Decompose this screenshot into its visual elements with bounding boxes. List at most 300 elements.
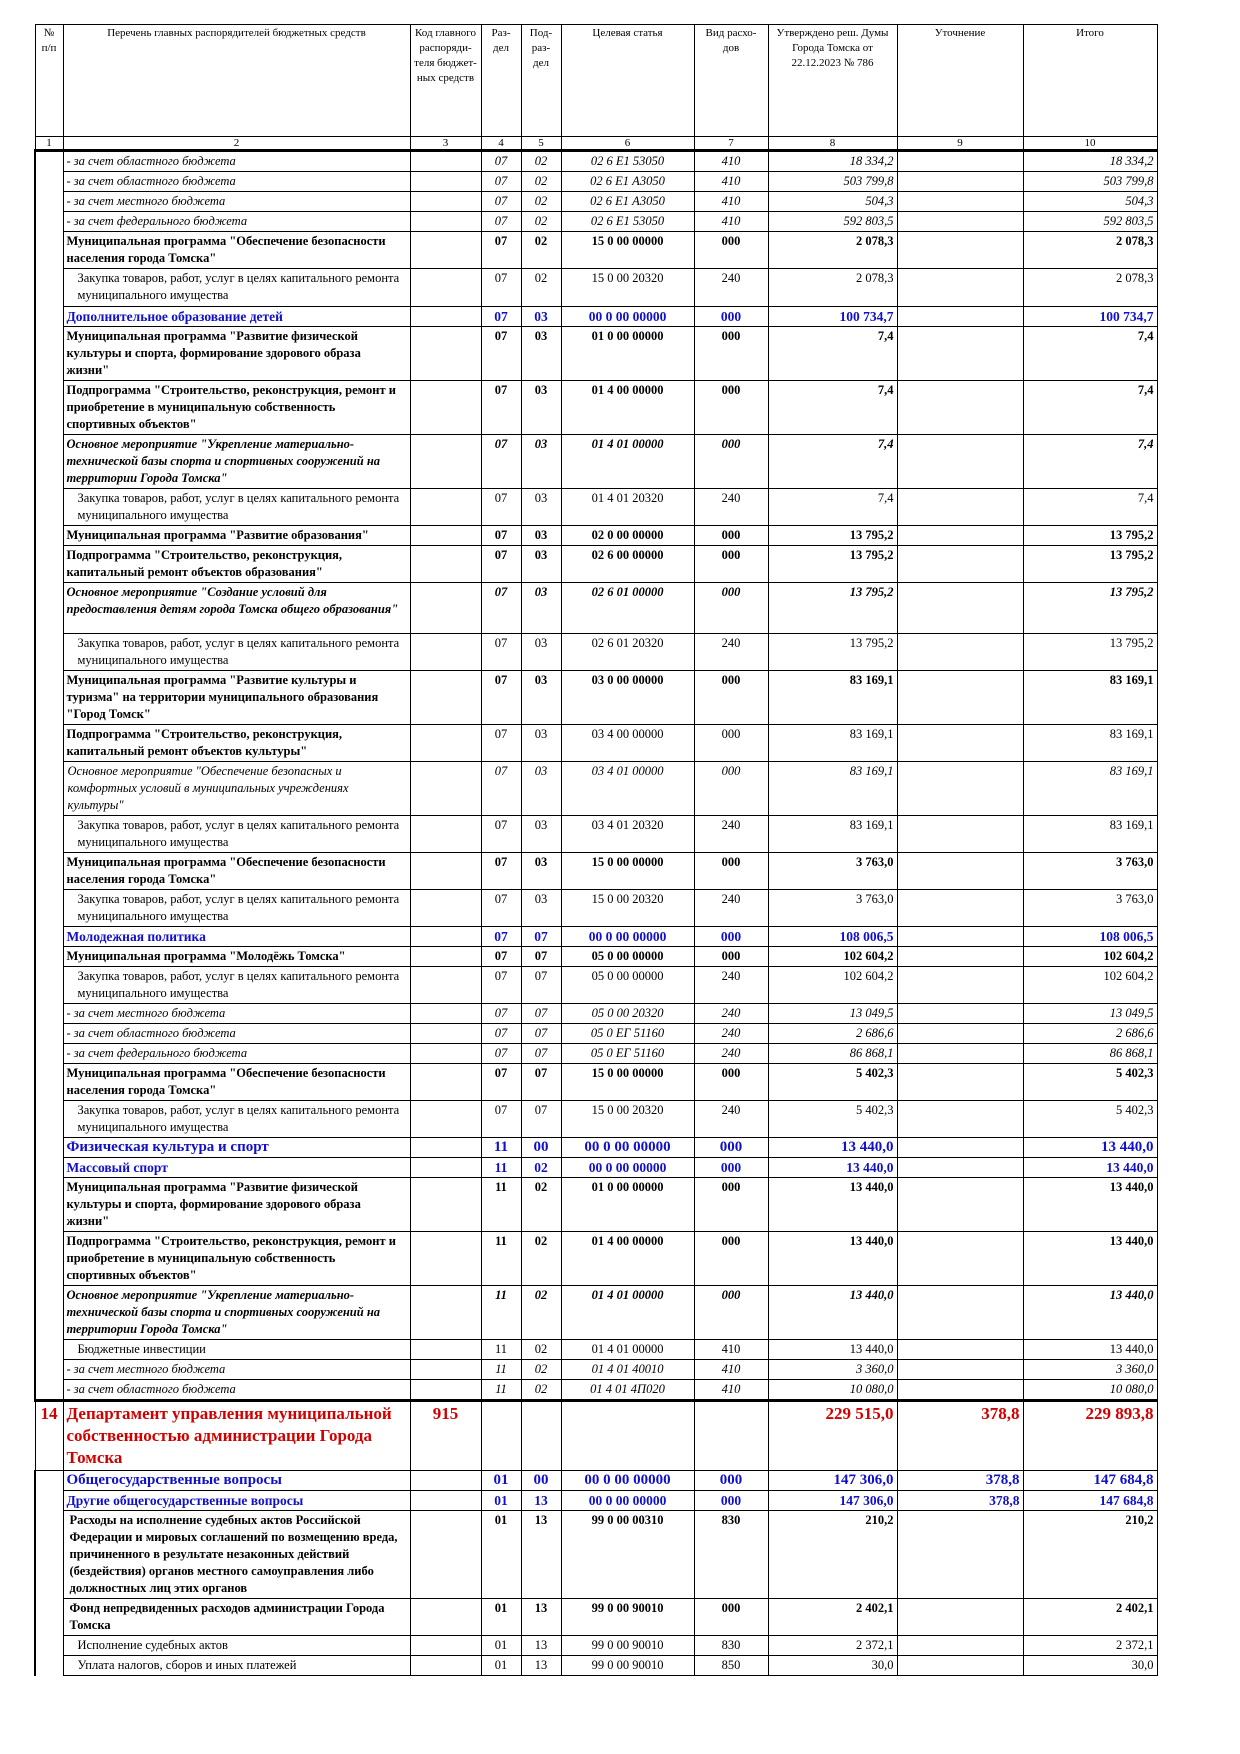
row-name: Основное мероприятие "Создание условий для предоставления детям города Томска общего образования": [63, 583, 410, 634]
table-row: [35, 583, 1157, 634]
row-total: 13 795,2: [1023, 546, 1157, 583]
colnum: 1: [35, 137, 63, 151]
row-expense-type: 000: [694, 1232, 768, 1286]
row-name: Основное мероприятие "Обеспечение безопасных и комфортных условий в муниципальных учреждениях культуры": [63, 762, 410, 816]
row-approved: 2 078,3: [768, 269, 897, 307]
row-name: - за счет местного бюджета: [63, 1360, 410, 1380]
colnum: 5: [521, 137, 561, 151]
row-total: 18 334,2: [1023, 151, 1157, 172]
row-total: 5 402,3: [1023, 1101, 1157, 1138]
row-name: - за счет местного бюджета: [63, 192, 410, 212]
row-name: - за счет областного бюджета: [63, 151, 410, 172]
row-expense-type: 000: [694, 762, 768, 816]
row-section: 07: [481, 890, 521, 927]
row-name: Другие общегосударственные вопросы: [63, 1491, 410, 1511]
row-total: 83 169,1: [1023, 671, 1157, 725]
row-approved: 30,0: [768, 1656, 897, 1676]
row-subsection: 03: [521, 634, 561, 671]
row-clarification: [897, 212, 1023, 232]
row-approved: 83 169,1: [768, 762, 897, 816]
row-approved: 210,2: [768, 1511, 897, 1599]
row-name: Бюджетные инвестиции: [63, 1340, 410, 1360]
row-clarification: [897, 1101, 1023, 1138]
row-section: 01: [481, 1511, 521, 1599]
row-expense-type: 240: [694, 1024, 768, 1044]
row-clarification: [897, 327, 1023, 381]
row-section: 01: [481, 1599, 521, 1636]
row-target-article: 02 6 Е1 53050: [561, 151, 694, 172]
row-code: [410, 1064, 481, 1101]
row-approved: 18 334,2: [768, 151, 897, 172]
row-target-article: 99 0 00 90010: [561, 1599, 694, 1636]
row-subsection: 07: [521, 967, 561, 1004]
row-section: 07: [481, 1101, 521, 1138]
row-code: [410, 1232, 481, 1286]
row-total: 100 734,7: [1023, 307, 1157, 327]
header-code: Код главного распоряди-теля бюджет-ных средств: [410, 25, 481, 137]
row-number: [35, 435, 63, 489]
row-total: 2 372,1: [1023, 1636, 1157, 1656]
row-target-article: 01 4 01 40010: [561, 1360, 694, 1380]
row-subsection: 03: [521, 671, 561, 725]
row-approved: 86 868,1: [768, 1044, 897, 1064]
row-clarification: 378,8: [897, 1401, 1023, 1471]
row-total: 7,4: [1023, 327, 1157, 381]
row-target-article: 05 0 00 20320: [561, 1004, 694, 1024]
row-code: [410, 151, 481, 172]
row-total: 3 763,0: [1023, 890, 1157, 927]
row-number: [35, 546, 63, 583]
row-total: 7,4: [1023, 435, 1157, 489]
row-expense-type: 000: [694, 947, 768, 967]
row-expense-type: 000: [694, 583, 768, 634]
row-section: 11: [481, 1360, 521, 1380]
row-clarification: 378,8: [897, 1491, 1023, 1511]
table-row: [35, 762, 1157, 816]
row-section: 01: [481, 1471, 521, 1491]
row-clarification: [897, 816, 1023, 853]
row-target-article: 00 0 00 00000: [561, 1471, 694, 1491]
row-code: [410, 634, 481, 671]
row-section: 11: [481, 1178, 521, 1232]
row-clarification: [897, 381, 1023, 435]
row-number: [35, 1491, 63, 1511]
row-subsection: 02: [521, 192, 561, 212]
row-total: 2 078,3: [1023, 232, 1157, 269]
row-total: 10 080,0: [1023, 1380, 1157, 1401]
row-clarification: [897, 1178, 1023, 1232]
row-subsection: 02: [521, 1158, 561, 1178]
row-code: [410, 1286, 481, 1340]
row-code: [410, 947, 481, 967]
row-subsection: 02: [521, 232, 561, 269]
row-total: 86 868,1: [1023, 1044, 1157, 1064]
row-subsection: 02: [521, 1360, 561, 1380]
row-clarification: [897, 1340, 1023, 1360]
row-total: 13 440,0: [1023, 1178, 1157, 1232]
row-clarification: [897, 927, 1023, 947]
row-number: [35, 1360, 63, 1380]
header-number: № п/п: [35, 25, 63, 137]
table-row: [35, 1471, 1157, 1491]
row-expense-type: 000: [694, 1178, 768, 1232]
row-target-article: 15 0 00 00000: [561, 853, 694, 890]
row-approved: 13 049,5: [768, 1004, 897, 1024]
row-approved: 5 402,3: [768, 1064, 897, 1101]
row-section: 07: [481, 1024, 521, 1044]
row-subsection: [521, 1401, 561, 1471]
row-subsection: 03: [521, 526, 561, 546]
table-row: [35, 1401, 1157, 1471]
row-approved: 7,4: [768, 489, 897, 526]
row-code: [410, 435, 481, 489]
row-name: Муниципальная программа "Развитие физической культуры и спорта, формирование здорового образа жизни": [63, 327, 410, 381]
row-number: [35, 1138, 63, 1158]
row-code: [410, 232, 481, 269]
row-number: [35, 947, 63, 967]
row-target-article: 03 4 01 00000: [561, 762, 694, 816]
row-total: 7,4: [1023, 381, 1157, 435]
row-code: [410, 192, 481, 212]
row-total: 108 006,5: [1023, 927, 1157, 947]
row-expense-type: 850: [694, 1656, 768, 1676]
row-target-article: 01 0 00 00000: [561, 327, 694, 381]
row-expense-type: 410: [694, 172, 768, 192]
row-approved: 7,4: [768, 381, 897, 435]
row-clarification: [897, 192, 1023, 212]
row-code: [410, 546, 481, 583]
row-number: [35, 1636, 63, 1656]
row-subsection: 03: [521, 546, 561, 583]
row-number: [35, 1511, 63, 1599]
row-clarification: [897, 583, 1023, 634]
row-clarification: [897, 1656, 1023, 1676]
row-code: [410, 1158, 481, 1178]
row-code: [410, 1138, 481, 1158]
colnum: 6: [561, 137, 694, 151]
row-clarification: [897, 151, 1023, 172]
row-target-article: 15 0 00 20320: [561, 890, 694, 927]
row-expense-type: [694, 1401, 768, 1471]
row-code: [410, 1656, 481, 1676]
row-target-article: 99 0 00 90010: [561, 1656, 694, 1676]
row-name: Закупка товаров, работ, услуг в целях капитального ремонта муниципального имущества: [63, 489, 410, 526]
row-approved: 2 372,1: [768, 1636, 897, 1656]
row-target-article: 01 4 01 00000: [561, 435, 694, 489]
row-clarification: [897, 947, 1023, 967]
row-approved: 102 604,2: [768, 947, 897, 967]
row-expense-type: 830: [694, 1511, 768, 1599]
row-approved: 504,3: [768, 192, 897, 212]
row-expense-type: 000: [694, 232, 768, 269]
colnum: 9: [897, 137, 1023, 151]
row-total: 147 684,8: [1023, 1471, 1157, 1491]
row-approved: 10 080,0: [768, 1380, 897, 1401]
row-section: 11: [481, 1286, 521, 1340]
table-row: [35, 1360, 1157, 1380]
row-target-article: 15 0 00 00000: [561, 1064, 694, 1101]
row-clarification: [897, 1064, 1023, 1101]
row-target-article: 01 4 01 4П020: [561, 1380, 694, 1401]
row-section: 11: [481, 1138, 521, 1158]
row-approved: 3 360,0: [768, 1360, 897, 1380]
row-clarification: [897, 725, 1023, 762]
table-row: [35, 269, 1157, 307]
row-target-article: 05 0 00 00000: [561, 967, 694, 1004]
row-subsection: 00: [521, 1471, 561, 1491]
row-target-article: 99 0 00 90010: [561, 1636, 694, 1656]
table-row: [35, 212, 1157, 232]
row-name: - за счет местного бюджета: [63, 1004, 410, 1024]
row-subsection: 07: [521, 1024, 561, 1044]
row-section: 07: [481, 1064, 521, 1101]
row-subsection: 13: [521, 1636, 561, 1656]
row-section: 07: [481, 435, 521, 489]
row-name: Муниципальная программа "Развитие образования": [63, 526, 410, 546]
table-body: [35, 151, 1157, 1676]
row-clarification: [897, 890, 1023, 927]
table-row: [35, 1636, 1157, 1656]
row-expense-type: 000: [694, 381, 768, 435]
row-name: Подпрограмма "Строительство, реконструкция, ремонт и приобретение в муниципальную собственность спортивных объектов": [63, 1232, 410, 1286]
table-row: [35, 307, 1157, 327]
row-name: - за счет областного бюджета: [63, 1024, 410, 1044]
row-target-article: 00 0 00 00000: [561, 1158, 694, 1178]
row-expense-type: 410: [694, 212, 768, 232]
row-subsection: 03: [521, 725, 561, 762]
table-row: [35, 1064, 1157, 1101]
row-section: 01: [481, 1636, 521, 1656]
row-code: [410, 816, 481, 853]
row-approved: 13 795,2: [768, 634, 897, 671]
header-approved: Утверждено реш. Думы Города Томска от 22.12.2023 № 786: [768, 25, 897, 137]
table-row: [35, 381, 1157, 435]
row-expense-type: 000: [694, 1138, 768, 1158]
table-row: [35, 947, 1157, 967]
row-code: [410, 327, 481, 381]
row-target-article: 00 0 00 00000: [561, 1138, 694, 1158]
table-row: [35, 725, 1157, 762]
row-name: Молодежная политика: [63, 927, 410, 947]
row-code: [410, 489, 481, 526]
table-row: [35, 1491, 1157, 1511]
row-section: 07: [481, 546, 521, 583]
row-number: 14: [35, 1401, 63, 1471]
table-row: [35, 1101, 1157, 1138]
row-total: 83 169,1: [1023, 725, 1157, 762]
row-number: [35, 853, 63, 890]
row-expense-type: 410: [694, 1360, 768, 1380]
row-code: [410, 1360, 481, 1380]
row-expense-type: 000: [694, 327, 768, 381]
table-row: [35, 1044, 1157, 1064]
row-number: [35, 1340, 63, 1360]
row-approved: 147 306,0: [768, 1471, 897, 1491]
row-expense-type: 240: [694, 967, 768, 1004]
row-section: 07: [481, 671, 521, 725]
row-total: 13 795,2: [1023, 634, 1157, 671]
row-number: [35, 583, 63, 634]
row-clarification: [897, 1599, 1023, 1636]
budget-table: [34, 24, 1158, 1676]
row-expense-type: 410: [694, 192, 768, 212]
row-total: 13 049,5: [1023, 1004, 1157, 1024]
row-clarification: [897, 307, 1023, 327]
row-clarification: [897, 1232, 1023, 1286]
table-row: [35, 853, 1157, 890]
row-target-article: 02 6 Е1 А3050: [561, 172, 694, 192]
colnum: 2: [63, 137, 410, 151]
row-approved: 503 799,8: [768, 172, 897, 192]
table-row: [35, 151, 1157, 172]
row-approved: 13 440,0: [768, 1138, 897, 1158]
row-approved: 13 440,0: [768, 1232, 897, 1286]
row-subsection: 07: [521, 1101, 561, 1138]
row-subsection: 02: [521, 1340, 561, 1360]
table-row: [35, 526, 1157, 546]
row-target-article: 03 0 00 00000: [561, 671, 694, 725]
table-row: [35, 1599, 1157, 1636]
header-target-article: Целевая статья: [561, 25, 694, 137]
row-section: 11: [481, 1232, 521, 1286]
row-clarification: [897, 762, 1023, 816]
row-number: [35, 1064, 63, 1101]
row-name: Закупка товаров, работ, услуг в целях капитального ремонта муниципального имущества: [63, 634, 410, 671]
row-approved: 7,4: [768, 435, 897, 489]
row-number: [35, 890, 63, 927]
row-subsection: 02: [521, 1286, 561, 1340]
row-total: 13 440,0: [1023, 1138, 1157, 1158]
row-total: 13 440,0: [1023, 1232, 1157, 1286]
table-row: [35, 435, 1157, 489]
row-code: [410, 1491, 481, 1511]
row-target-article: 15 0 00 20320: [561, 269, 694, 307]
row-name: Закупка товаров, работ, услуг в целях капитального ремонта муниципального имущества: [63, 816, 410, 853]
row-section: 07: [481, 307, 521, 327]
row-code: [410, 890, 481, 927]
row-number: [35, 671, 63, 725]
row-name: Муниципальная программа "Обеспечение безопасности населения города Томска": [63, 232, 410, 269]
row-code: [410, 967, 481, 1004]
row-target-article: 05 0 ЕГ 51160: [561, 1024, 694, 1044]
row-name: Муниципальная программа "Обеспечение безопасности населения города Томска": [63, 853, 410, 890]
row-number: [35, 307, 63, 327]
row-name: Закупка товаров, работ, услуг в целях капитального ремонта муниципального имущества: [63, 967, 410, 1004]
row-code: [410, 1044, 481, 1064]
row-expense-type: 240: [694, 890, 768, 927]
row-subsection: 02: [521, 151, 561, 172]
row-subsection: 13: [521, 1656, 561, 1676]
row-number: [35, 762, 63, 816]
row-total: 3 763,0: [1023, 853, 1157, 890]
row-subsection: 02: [521, 172, 561, 192]
row-name: Дополнительное образование детей: [63, 307, 410, 327]
row-clarification: [897, 1158, 1023, 1178]
row-subsection: 03: [521, 435, 561, 489]
row-target-article: 00 0 00 00000: [561, 1491, 694, 1511]
row-approved: 147 306,0: [768, 1491, 897, 1511]
row-total: 210,2: [1023, 1511, 1157, 1599]
row-approved: 3 763,0: [768, 890, 897, 927]
row-number: [35, 1599, 63, 1636]
row-total: 5 402,3: [1023, 1064, 1157, 1101]
row-name: Подпрограмма "Строительство, реконструкция, капитальный ремонт объектов культуры": [63, 725, 410, 762]
row-target-article: 01 4 01 00000: [561, 1286, 694, 1340]
row-clarification: [897, 1511, 1023, 1599]
row-expense-type: 410: [694, 1380, 768, 1401]
row-section: 07: [481, 947, 521, 967]
row-clarification: [897, 967, 1023, 1004]
table-header-row: [35, 25, 1157, 137]
row-clarification: [897, 1380, 1023, 1401]
table-row: [35, 232, 1157, 269]
row-code: [410, 927, 481, 947]
row-expense-type: 240: [694, 1101, 768, 1138]
row-section: 07: [481, 725, 521, 762]
row-subsection: 07: [521, 1044, 561, 1064]
row-target-article: 01 4 01 00000: [561, 1340, 694, 1360]
row-number: [35, 1158, 63, 1178]
row-subsection: 03: [521, 583, 561, 634]
row-target-article: 01 0 00 00000: [561, 1178, 694, 1232]
row-expense-type: 240: [694, 634, 768, 671]
row-approved: 229 515,0: [768, 1401, 897, 1471]
row-approved: 2 686,6: [768, 1024, 897, 1044]
row-total: 503 799,8: [1023, 172, 1157, 192]
row-approved: 13 440,0: [768, 1178, 897, 1232]
table-row: [35, 1656, 1157, 1676]
row-subsection: 03: [521, 816, 561, 853]
row-subsection: 13: [521, 1491, 561, 1511]
header-clarification: Уточнение: [897, 25, 1023, 137]
row-subsection: 03: [521, 307, 561, 327]
row-code: [410, 1340, 481, 1360]
row-number: [35, 1286, 63, 1340]
row-expense-type: 000: [694, 1064, 768, 1101]
row-target-article: 02 0 00 00000: [561, 526, 694, 546]
row-approved: 13 440,0: [768, 1286, 897, 1340]
row-approved: 2 078,3: [768, 232, 897, 269]
row-subsection: 13: [521, 1511, 561, 1599]
row-number: [35, 526, 63, 546]
row-approved: 3 763,0: [768, 853, 897, 890]
row-approved: 100 734,7: [768, 307, 897, 327]
row-section: 07: [481, 151, 521, 172]
header-total: Итого: [1023, 25, 1157, 137]
row-section: 07: [481, 634, 521, 671]
row-expense-type: 000: [694, 725, 768, 762]
row-number: [35, 1380, 63, 1401]
row-clarification: [897, 1286, 1023, 1340]
header-section: Раз-дел: [481, 25, 521, 137]
row-target-article: 05 0 ЕГ 51160: [561, 1044, 694, 1064]
row-number: [35, 212, 63, 232]
row-subsection: 07: [521, 1064, 561, 1101]
row-name: Общегосударственные вопросы: [63, 1471, 410, 1491]
row-section: 07: [481, 381, 521, 435]
row-subsection: 03: [521, 489, 561, 526]
row-total: 3 360,0: [1023, 1360, 1157, 1380]
row-code: [410, 1471, 481, 1491]
row-number: [35, 1471, 63, 1491]
row-number: [35, 192, 63, 212]
colnum: 3: [410, 137, 481, 151]
column-number-row: [35, 137, 1157, 151]
header-expense-type: Вид расхо-дов: [694, 25, 768, 137]
table-row: [35, 1380, 1157, 1401]
row-number: [35, 232, 63, 269]
row-name: Закупка товаров, работ, услуг в целях капитального ремонта муниципального имущества: [63, 269, 410, 307]
